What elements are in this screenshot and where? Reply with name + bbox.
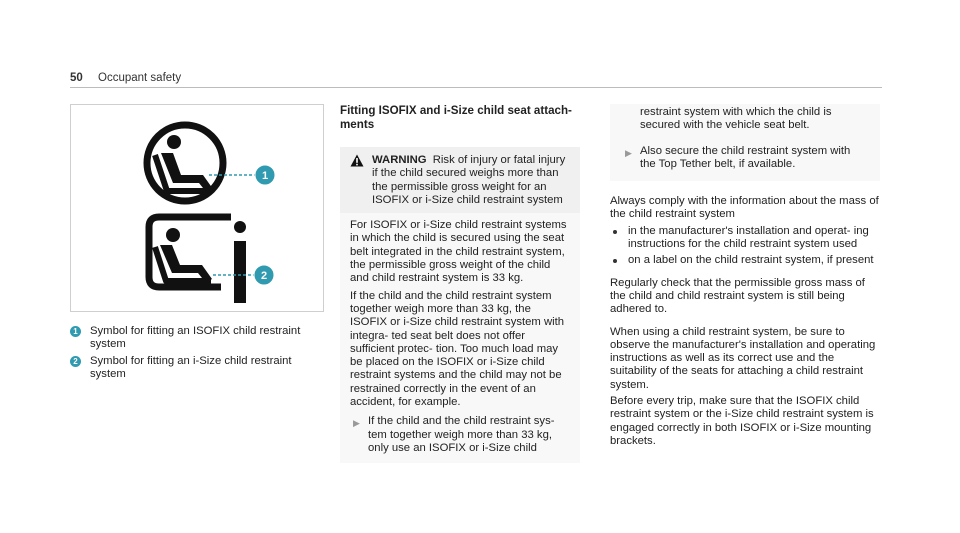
warning-continuation [610,104,880,181]
instruction-step-continued [622,106,868,133]
body-paragraph: When using a child restraint system, be sure to observe the manufacturer's installation and operating instructions as well as its correct use and the suitability of the seats for attaching a child restraint system. [610,325,876,391]
warning-paragraph: For ISOFIX or i-Size child restraint systems in which the child is secured using the seat belt integrated in the child restraint system, the permissible gross weight of the child and child restraint system is 33 kg. [350,219,567,285]
caption-number-badge: 2 [70,356,81,367]
right-column [610,104,880,451]
list-item-text: on a label on the child restraint system, if present [628,254,874,267]
warning-label: WARNING [372,154,427,166]
callout-1-badge [255,165,275,185]
section-name: Occupant safety [98,72,182,84]
bullet-dot-icon [613,230,617,234]
instruction-text: If the child and the child restraint sys- tem together weigh more than 33 kg, only use an ISOFIX or i-Size child [368,415,555,454]
caption-text: Symbol for fitting an ISOFIX child restraint system [90,325,301,351]
symbol-figure [70,104,324,312]
isize-symbol-icon [149,217,246,303]
warning-triangle-icon [350,154,364,167]
list-item-text: in the manufacturer's installation and operat- ing instructions for the child restraint system used [628,224,869,251]
page-header [70,72,181,84]
warning-body [340,213,580,463]
body-paragraph: Regularly check that the permissible gross mass of the child and child restraint system is still being adhered to. [610,276,865,316]
figure-captions [70,325,324,384]
header-rule [70,87,882,88]
instruction-step [350,415,570,455]
warning-box [340,147,580,463]
callout-2-badge [254,265,274,285]
warning-header [340,147,580,213]
instruction-step [622,145,868,172]
bullet-list [610,225,880,268]
callout-2-label: 2 [260,270,268,282]
middle-column [340,104,580,463]
warning-text: Risk of injury or fatal injury if the child secured weighs more than the permissible gross weight for an ISOFIX or i-Size child restraint system [372,154,566,206]
caption-item [70,355,324,382]
list-item [610,225,880,252]
caption-text: Symbol for fitting an i-Size child restraint system [90,354,292,380]
instruction-text: restraint system with which the child is secured with the vehicle seat belt. [640,106,832,132]
caption-item [70,325,324,352]
arrow-right-icon: ▶ [625,147,632,158]
isofix-isize-symbols [71,105,323,311]
arrow-right-icon: ▶ [353,418,360,429]
list-item [610,254,880,267]
page-number: 50 [70,72,83,84]
warning-paragraph: If the child and the child restraint system together weigh more than 33 kg, the ISOFIX or i-Size child restraint system with integra- ted seat belt does not offer sufficient protec- tion. Too much load may be placed on the ISOFIX or i-Size child restraint systems and the child may not be restrained correctly in the event of an accident, for example. [350,289,565,409]
callout-1-label: 1 [261,170,269,182]
caption-number-badge: 1 [70,326,81,337]
intro-paragraph: Always comply with the information about the mass of the child restraint system [610,195,879,221]
body-paragraph: Before every trip, make sure that the ISOFIX child restraint system or the i-Size child restraint system is engaged correctly in both ISOFIX or i-Size mounting brackets. [610,395,874,447]
isofix-symbol-icon [147,125,223,201]
bullet-dot-icon [613,259,617,263]
section-title: Fitting ISOFIX and i-Size child seat attach- ments [340,104,572,131]
instruction-text: Also secure the child restraint system with the Top Tether belt, if available. [640,144,851,170]
